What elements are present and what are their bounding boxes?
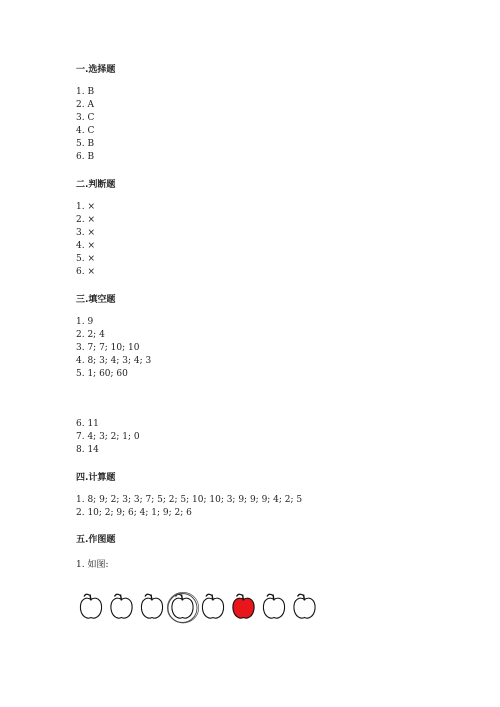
answer-line: 2. × (76, 215, 95, 225)
apple-leaf (298, 594, 304, 596)
apple-body (80, 598, 101, 618)
apple-stem (121, 595, 122, 601)
apple-leaf (237, 594, 243, 596)
apple-body (233, 598, 254, 618)
answer-line: 1. 如图: (76, 560, 109, 570)
section-title-fill: 三.填空题 (76, 295, 116, 305)
apple-icon (80, 594, 101, 618)
apple-stem (304, 595, 305, 601)
answer-line: 6. 11 (76, 419, 99, 429)
answer-line: 1. × (76, 202, 95, 212)
apple-row-figure (78, 590, 328, 624)
apple-icon (294, 594, 315, 618)
apple-leaf (145, 594, 151, 596)
apple-body (172, 598, 193, 618)
answer-line: 7. 4; 3; 2; 1; 0 (76, 432, 140, 442)
apple-icon (202, 594, 223, 618)
section-title-draw: 五.作图题 (76, 535, 116, 545)
apple-leaf (267, 594, 273, 596)
apple-body (111, 598, 132, 618)
apple-body (202, 598, 223, 618)
answer-line: 3. C (76, 113, 95, 123)
apple-stem (243, 595, 244, 601)
answer-line: 2. 2; 4 (76, 330, 105, 340)
apple-stem (90, 595, 91, 601)
apple-icon (111, 594, 132, 618)
answer-line: 5. 1; 60; 60 (76, 369, 128, 379)
answer-line: 6. × (76, 267, 95, 277)
answer-line: 2. A (76, 100, 94, 110)
answer-line: 1. 9 (76, 317, 94, 327)
answer-line: 4. C (76, 126, 95, 136)
answer-line: 2. 10; 2; 9; 6; 4; 1; 9; 2; 6 (76, 508, 192, 518)
answer-line: 1. B (76, 87, 95, 97)
answer-line: 8. 14 (76, 445, 99, 455)
apple-body (263, 598, 284, 618)
apple-body (141, 598, 162, 618)
answer-line: 5. B (76, 139, 95, 149)
apple-stem (273, 595, 274, 601)
section-title-choice: 一.选择题 (76, 65, 116, 75)
red-apple-icon (233, 594, 254, 618)
apple-stem (182, 595, 183, 601)
apple-icon (172, 594, 193, 618)
apple-leaf (84, 594, 90, 596)
apple-stem (151, 595, 152, 601)
apple-leaf (115, 594, 121, 596)
apple-icon (141, 594, 162, 618)
answer-line: 4. × (76, 241, 95, 251)
apple-body (294, 598, 315, 618)
answer-line: 4. 8; 3; 4; 3; 4; 3 (76, 356, 152, 366)
answer-line: 6. B (76, 152, 95, 162)
apple-stem (212, 595, 213, 601)
answer-line: 1. 8; 9; 2; 3; 3; 7; 5; 2; 5; 10; 10; 3; 9; 9; 9; 4; 2; 5 (76, 495, 303, 505)
section-title-calc: 四.计算题 (76, 473, 116, 483)
section-title-judge: 二.判断题 (76, 180, 116, 190)
apple-icon (263, 594, 284, 618)
answer-line: 3. 7; 7; 10; 10 (76, 343, 140, 353)
answer-line: 5. × (76, 254, 95, 264)
apple-leaf (206, 594, 212, 596)
answer-line: 3. × (76, 228, 95, 238)
